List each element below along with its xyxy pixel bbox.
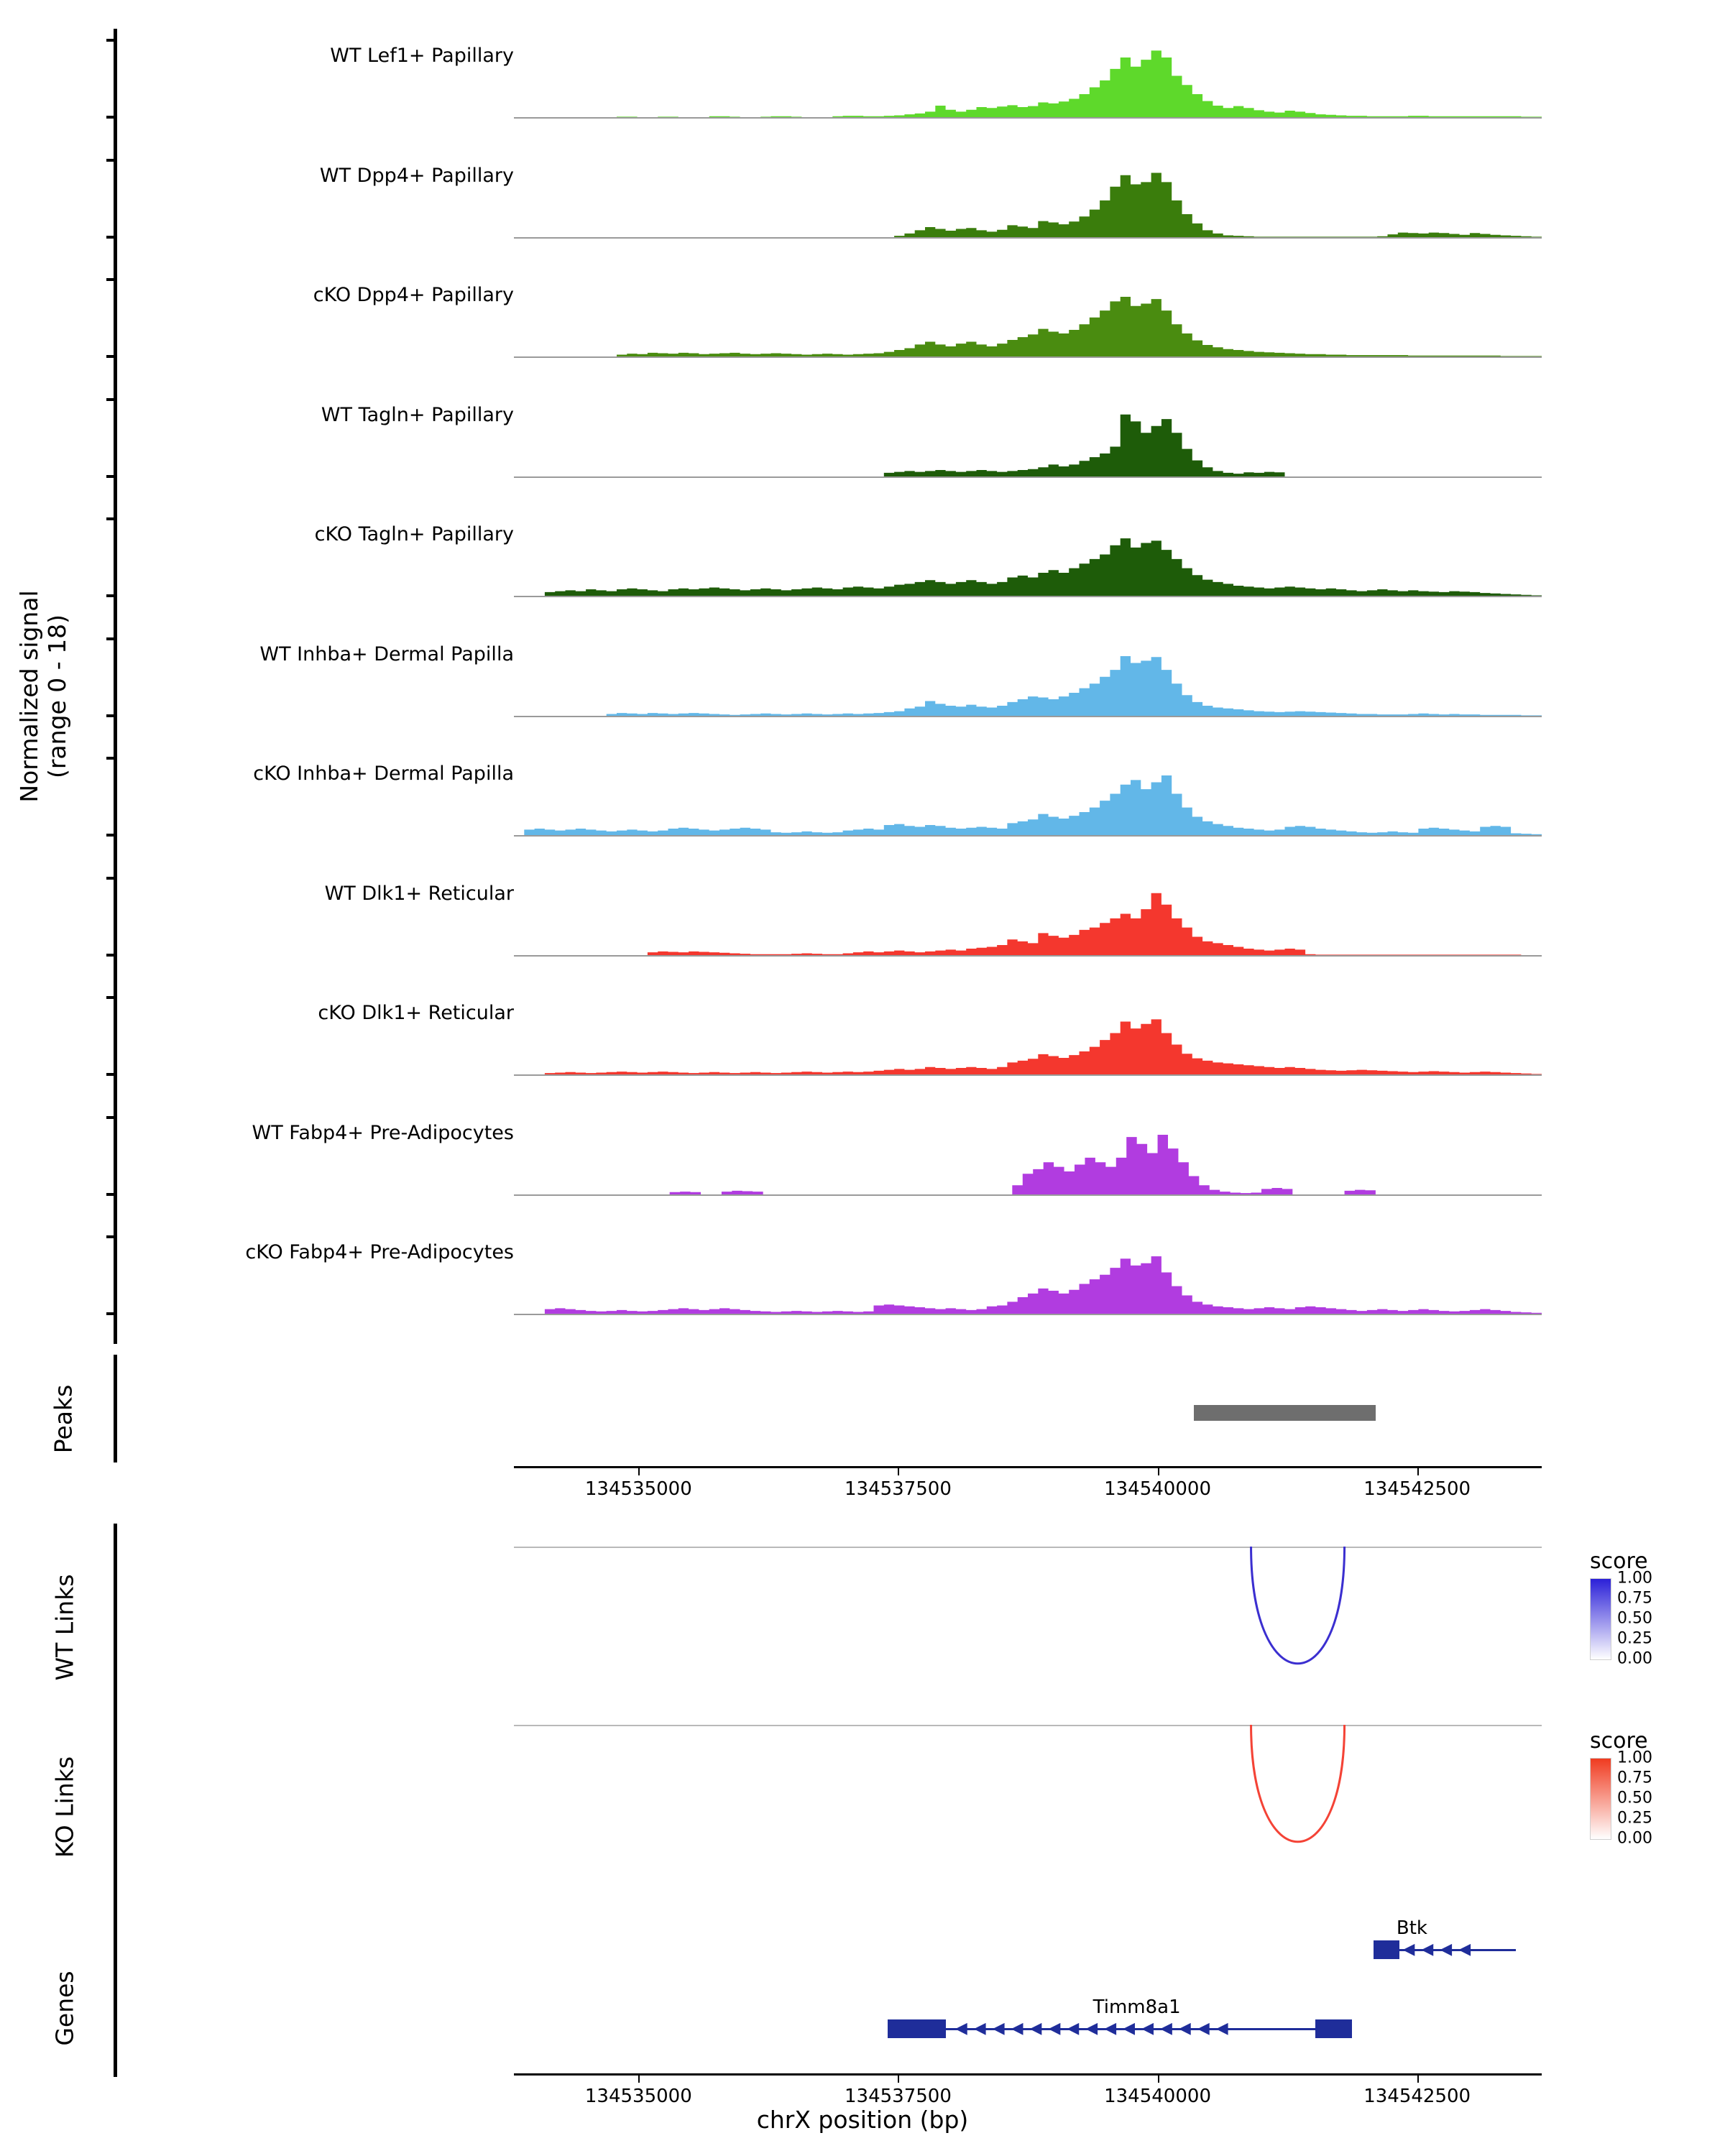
gene-strand-arrows: ◀◀◀◀◀◀◀◀◀◀◀◀◀◀◀ [954,2019,1235,2037]
peaks-spine [114,1355,117,1462]
coverage-profile [514,34,1542,117]
coverage-profile [514,1231,1542,1314]
legend-tick-label: 0.00 [1617,1649,1652,1668]
legend-tick-label: 0.00 [1617,1829,1652,1848]
gene-exon[interactable] [1374,1940,1399,1959]
wt-legend-colorbar [1590,1578,1611,1660]
y-axis-tick [106,1312,117,1315]
legend-tick-label: 1.00 [1617,1569,1652,1588]
gene-strand-arrows: ◀◀◀◀ [1402,1940,1478,1958]
ko-links-spine [114,1703,117,1890]
track-label: cKO Inhba+ Dermal Papilla [253,763,514,785]
peaks-label-text: Peaks [49,1384,78,1454]
x-axis-tick-label: 134542500 [1363,1478,1471,1500]
x-axis-tick [1158,2076,1159,2083]
wt-links-label-text: WT Links [50,1574,79,1681]
gene-exon[interactable] [1315,2019,1352,2038]
y-axis-tick [106,39,117,42]
y-axis-label-line1: Normalized signal [15,590,43,803]
legend-tick-label: 0.75 [1617,1769,1652,1787]
track-baseline [514,955,1542,957]
x-axis-tick-label: 134537500 [844,1478,952,1500]
coverage-profile [514,752,1542,835]
y-axis-tick [106,877,117,880]
x-axis-line-top [514,1466,1542,1468]
wt-link-arc [514,1547,1542,1712]
ko-legend-ticks [1617,1749,1696,1848]
track-baseline [514,596,1542,597]
wt-links-spine [114,1524,117,1710]
legend-tick-label: 0.75 [1617,1589,1652,1608]
x-axis-tick [898,2076,899,2083]
y-axis-tick [106,398,117,401]
gene-name-label: Timm8a1 [1092,1996,1181,2018]
track-baseline [514,476,1542,478]
x-axis-tick [898,1468,899,1475]
y-axis-tick [106,594,117,597]
coverage-profile [514,394,1542,476]
y-axis-tick [106,1235,117,1238]
x-axis-tick-label: 134542500 [1363,2086,1471,2107]
peak-region-bar[interactable] [1194,1405,1376,1421]
ko-legend-title: score [1590,1728,1648,1754]
y-axis-tick [106,355,117,358]
track-baseline [514,835,1542,837]
x-axis-tick [638,1468,640,1475]
track-label: WT Tagln+ Papillary [321,403,514,426]
gene-exon[interactable] [888,2019,946,2038]
y-axis-label [15,64,71,1329]
x-axis-tick [1158,1468,1159,1475]
y-axis-label-line2: (range 0 - 18) [43,614,71,779]
y-axis-tick [106,637,117,640]
y-axis-tick [106,1116,117,1119]
x-axis-tick-label: 134535000 [584,1478,692,1500]
wt-score-legend [1590,1549,1725,1668]
wt-legend-title: score [1590,1549,1648,1574]
ko-score-legend [1590,1728,1725,1848]
coverage-profile [514,872,1542,955]
y-axis-tick [106,714,117,717]
legend-tick-label: 1.00 [1617,1749,1652,1767]
x-axis-tick-label: 134535000 [584,2086,692,2107]
y-axis-tick [106,954,117,957]
track-label: WT Lef1+ Papillary [330,45,514,67]
x-axis-tick [1417,2076,1419,2083]
y-axis-tick [106,1073,117,1076]
legend-tick-label: 0.25 [1617,1809,1652,1828]
coverage-profile [514,633,1542,716]
genes-spine [114,1890,117,2077]
track-baseline [514,117,1542,119]
track-label: cKO Fabp4+ Pre-Adipocytes [245,1241,514,1263]
genes-label-text: Genes [50,1971,79,2046]
gene-name-label: Btk [1396,1917,1427,1939]
track-baseline [514,716,1542,717]
peaks-section-label [50,1340,78,1498]
track-label: cKO Dpp4+ Papillary [313,284,514,306]
y-axis-tick [106,517,117,520]
x-axis-tick [638,2076,640,2083]
wt-legend-ticks [1617,1569,1696,1668]
track-label: WT Inhba+ Dermal Papilla [259,642,514,665]
coverage-profile [514,274,1542,356]
track-label: WT Fabp4+ Pre-Adipocytes [252,1121,514,1144]
y-axis-tick [106,278,117,281]
track-baseline [514,356,1542,358]
ko-links-label-text: KO Links [50,1756,79,1858]
y-axis-tick [106,757,117,760]
track-label: WT Dpp4+ Papillary [319,164,514,187]
x-axis-tick-label: 134540000 [1104,1478,1211,1500]
x-axis-tick [1417,1468,1419,1475]
coverage-profile [514,513,1542,596]
track-baseline [514,1074,1542,1076]
ko-link-arc [514,1725,1542,1890]
x-axis-tick-label: 134537500 [844,2086,952,2107]
coverage-profile [514,155,1542,237]
track-label: cKO Tagln+ Papillary [314,523,514,545]
legend-tick-label: 0.50 [1617,1789,1652,1807]
y-axis-tick [106,236,117,239]
y-axis-tick [106,159,117,162]
ko-links-section-label [51,1700,79,1915]
x-axis-title: chrX position (bp) [756,2106,969,2134]
y-axis-tick [106,996,117,999]
legend-tick-label: 0.50 [1617,1609,1652,1628]
track-baseline [514,1194,1542,1196]
track-baseline [514,237,1542,239]
x-axis-tick-label: 134540000 [1104,2086,1211,2107]
y-axis-tick [106,1193,117,1196]
y-axis-tick [106,116,117,119]
ko-legend-colorbar [1590,1758,1611,1840]
track-baseline [514,1314,1542,1315]
track-label: WT Dlk1+ Reticular [324,882,514,905]
track-label: cKO Dlk1+ Reticular [318,1002,514,1024]
genes-section-label [51,1919,79,2099]
y-axis-tick [106,834,117,837]
legend-tick-label: 0.25 [1617,1629,1652,1648]
coverage-axis-spine [114,29,117,1344]
y-axis-tick [106,475,117,478]
x-axis-line-bottom [514,2073,1542,2076]
coverage-profile [514,1112,1542,1194]
coverage-profile [514,992,1542,1074]
